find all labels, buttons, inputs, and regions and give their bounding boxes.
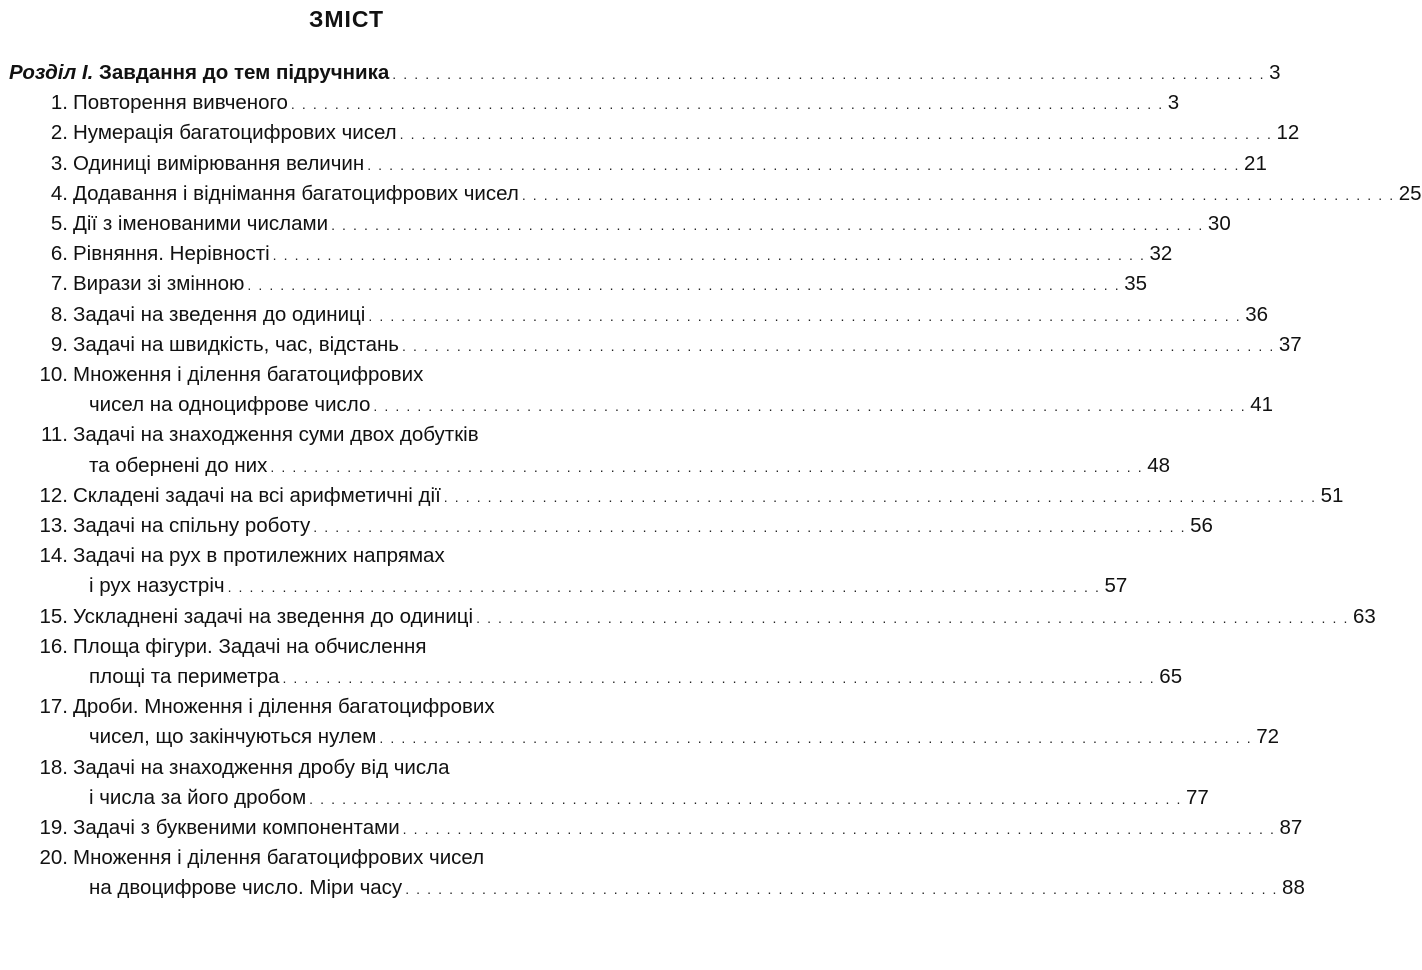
toc-entry-line (0, 783, 1209, 813)
toc-entry-line (0, 420, 693, 450)
entry-number: 6. (50, 242, 68, 266)
entry-number: 9. (50, 332, 68, 356)
toc-section-row (0, 58, 1281, 88)
entry-number: 7. (50, 272, 68, 296)
entry-title: Дії з іменованими числами (73, 212, 329, 235)
page-number: 37 (1278, 332, 1302, 356)
entry-title: на двоцифрове число. Міри часу (89, 876, 403, 900)
dot-leader: . . . . . . . . . . . . . . . . . . . . . . . . . . . . . . . . . . . . . . . . . . . . . . . . . . . . . . . . . . . . . . . . . . . . . . . . . . . . . . . . (402, 821, 1276, 837)
toc-entry-line (0, 753, 693, 783)
entry-title: Задачі на знаходження суми двох добутків (73, 423, 479, 447)
dot-leader: . . . . . . . . . . . . . . . . . . . . . . . . . . . . . . . . . . . . . . . . . . . . . . . . . . . . . . . . . . . . . . . . . . . . . . . . . . . . . . . . (476, 609, 1349, 626)
page-number: 30 (1207, 212, 1231, 235)
page-number: 87 (1279, 816, 1303, 839)
dot-leader: . . . . . . . . . . . . . . . . . . . . . . . . . . . . . . . . . . . . . . . . . . . . . . . . . . . . . . . . . . . . . . . . . . . . . . . . . . . . . . . . (367, 156, 1241, 173)
toc-entry-line (0, 239, 1173, 269)
entry-title: Задачі на спільну роботу (73, 514, 311, 537)
entry-number: 19. (39, 816, 68, 839)
dot-leader: . . . . . . . . . . . . . . . . . . . . . . . . . . . . . . . . . . . . . . . . . . . . . . . . . . . . . . . . . . . . . . . . . . . . . . . . . . . . . . . . (379, 730, 1253, 747)
toc-entry-line (0, 481, 1344, 511)
toc-entry-line (0, 300, 1269, 330)
entry-title: та обернені до них (89, 453, 268, 477)
entry-title: чисел, що закінчуються нулем (89, 725, 377, 749)
entry-title: Задачі на швидкість, час, відстань (73, 332, 399, 356)
toc-entry-line (0, 209, 1231, 239)
entry-title: Задачі на зведення до одиниці (73, 302, 366, 326)
entry-title: площі та периметра (89, 665, 280, 688)
entry-number: 4. (50, 181, 68, 205)
toc-entry-line (0, 873, 1305, 903)
entry-title: і рух назустріч (89, 574, 225, 598)
dot-leader: . . . . . . . . . . . . . . . . . . . . . . . . . . . . . . . . . . . . . . . . . . . . . . . . . . . . . . . . . . . . . . . . . . . . . . . . . . . . . . . . (313, 519, 1187, 535)
entry-number: 15. (39, 604, 68, 628)
page-number: 51 (1320, 483, 1344, 507)
toc-entry-line (0, 602, 1376, 632)
entry-title: Задачі на знаходження дробу від числа (73, 755, 450, 779)
toc-entry-line (0, 390, 1274, 420)
dot-leader: . . . . . . . . . . . . . . . . . . . . . . . . . . . . . . . . . . . . . . . . . . . . . . . . . . . . . . . . . . . . . . . . . . . . . . . . . . . . . . . . (368, 307, 1242, 324)
dot-leader: . . . . . . . . . . . . . . . . . . . . . . . . . . . . . . . . . . . . . . . . . . . . . . . . . . . . . . . . . . . . . . . . . . . . . . . . . . . . . . . . (401, 337, 1275, 354)
entry-number: 17. (39, 695, 68, 719)
toc-entry-line (0, 118, 1300, 148)
section-label: Завдання до тем підручника (99, 61, 390, 84)
page-number: 36 (1245, 302, 1269, 326)
toc-entry-line (0, 511, 1213, 541)
dot-leader: . . . . . . . . . . . . . . . . . . . . . . . . . . . . . . . . . . . . . . . . . . . . . . . . . . . . . . . . . . . . . . . . . . . . . . . . . . . . . . . . (373, 398, 1247, 415)
dot-leader: . . . . . . . . . . . . . . . . . . . . . . . . . . . . . . . . . . . . . . . . . . . . . . . . . . . . . . . . . . . . . . . . . . . . . . . . . . . . . . . . (521, 186, 1395, 203)
page-number: 48 (1147, 453, 1171, 477)
toc-entry-line (0, 149, 1267, 179)
entry-title: Задачі на рух в протилежних напрямах (73, 544, 445, 568)
entry-number: 12. (39, 483, 68, 507)
toc-entry-line (0, 451, 1171, 481)
entry-title: Множення і ділення багатоцифрових чисел (73, 846, 485, 870)
toc-entry-line (0, 88, 1180, 118)
entry-title: Площа фігури. Задачі на обчислення (73, 634, 427, 658)
toc-entry-line (0, 632, 693, 662)
entry-number: 18. (39, 755, 68, 779)
entry-number: 14. (39, 544, 68, 568)
toc-entry-line (0, 330, 1302, 360)
page-number: 57 (1104, 574, 1128, 598)
toc-entry-line (0, 692, 693, 722)
dot-leader: . . . . . . . . . . . . . . . . . . . . . . . . . . . . . . . . . . . . . . . . . . . . . . . . . . . . . . . . . . . . . . . . . . . . . . . . . . . . . . . . (443, 488, 1317, 505)
dot-leader: . . . . . . . . . . . . . . . . . . . . . . . . . . . . . . . . . . . . . . . . . . . . . . . . . . . . . . . . . . . . . . . . . . . . . . . . . . . . . . . . (392, 66, 1266, 82)
page-number: 3 (1167, 91, 1180, 115)
page-number: 65 (1159, 665, 1183, 688)
dot-leader: . . . . . . . . . . . . . . . . . . . . . . . . . . . . . . . . . . . . . . . . . . . . . . . . . . . . . . . . . . . . . . . . . . . . . . . . . . . . . . . . (331, 217, 1204, 233)
entry-number: 10. (39, 363, 68, 386)
page-number: 25 (1398, 181, 1422, 205)
entry-title: Дроби. Множення і ділення багатоцифрових (73, 695, 495, 719)
dot-leader: . . . . . . . . . . . . . . . . . . . . . . . . . . . . . . . . . . . . . . . . . . . . . . . . . . . . . . . . . . . . . . . . . . . . . . . . . . . . . . . . (272, 247, 1146, 264)
toc-entry-line (0, 722, 1280, 752)
entry-number: 16. (39, 634, 68, 658)
entry-number: 13. (39, 514, 68, 537)
entry-title: Нумерація багатоцифрових чисел (73, 121, 397, 145)
entry-number: 5. (50, 212, 68, 235)
entry-title: Вирази зі змінною (73, 272, 245, 296)
entry-number: 20. (39, 846, 68, 870)
entry-number: 3. (50, 151, 68, 175)
page-number: 88 (1282, 876, 1305, 900)
dot-leader: . . . . . . . . . . . . . . . . . . . . . . . . . . . . . . . . . . . . . . . . . . . . . . . . . . . . . . . . . . . . . . . . . . . . . . . . . . . . . . . . (405, 881, 1279, 898)
entry-title: Складені задачі на всі арифметичні дії (73, 483, 441, 507)
section-prefix: Розділ I. (9, 61, 94, 84)
toc-entry-line (0, 813, 1303, 843)
page-number: 12 (1276, 121, 1300, 145)
dot-leader: . . . . . . . . . . . . . . . . . . . . . . . . . . . . . . . . . . . . . . . . . . . . . . . . . . . . . . . . . . . . . . . . . . . . . . . . . . . . . . . . (290, 96, 1164, 113)
entry-number: 8. (50, 302, 68, 326)
toc-entry-line (0, 179, 1422, 209)
dot-leader: . . . . . . . . . . . . . . . . . . . . . . . . . . . . . . . . . . . . . . . . . . . . . . . . . . . . . . . . . . . . . . . . . . . . . . . . . . . . . . . . (247, 277, 1121, 294)
toc-entry-line (0, 662, 1183, 692)
page-number: 35 (1124, 272, 1148, 296)
toc-entry-line (0, 571, 1128, 601)
entry-title: Додавання і віднімання багатоцифрових чисел (73, 181, 519, 205)
entry-number: 1. (50, 91, 68, 115)
toc-entry-line (0, 541, 693, 571)
entry-number: 11. (41, 423, 68, 447)
entry-title: чисел на одноцифрове число (89, 393, 371, 417)
entry-title: і числа за його дробом (89, 785, 307, 809)
toc-entry-line (0, 843, 693, 873)
dot-leader: . . . . . . . . . . . . . . . . . . . . . . . . . . . . . . . . . . . . . . . . . . . . . . . . . . . . . . . . . . . . . . . . . . . . . . . . . . . . . . . . (270, 458, 1144, 475)
page-number: 72 (1256, 725, 1280, 749)
page-number: 41 (1250, 393, 1274, 417)
entry-title: Задачі з буквеними компонентами (73, 816, 400, 839)
entry-title: Множення і ділення багатоцифрових (73, 363, 424, 386)
dot-leader: . . . . . . . . . . . . . . . . . . . . . . . . . . . . . . . . . . . . . . . . . . . . . . . . . . . . . . . . . . . . . . . . . . . . . . . . . . . . . . . . (399, 126, 1273, 143)
dot-leader: . . . . . . . . . . . . . . . . . . . . . . . . . . . . . . . . . . . . . . . . . . . . . . . . . . . . . . . . . . . . . . . . . . . . . . . . . . . . . . . . (282, 670, 1156, 686)
page-number: 32 (1149, 242, 1173, 266)
dot-leader: . . . . . . . . . . . . . . . . . . . . . . . . . . . . . . . . . . . . . . . . . . . . . . . . . . . . . . . . . . . . . . . . . . . . . . . . . . . . . . . . (309, 790, 1183, 807)
dot-leader: . . . . . . . . . . . . . . . . . . . . . . . . . . . . . . . . . . . . . . . . . . . . . . . . . . . . . . . . . . . . . . . . . . . . . . . . . . . . . . . . (227, 579, 1101, 596)
entry-number: 2. (50, 121, 68, 145)
page-number: 21 (1244, 151, 1267, 175)
toc-entry-line (0, 269, 1148, 299)
page-number: 3 (1269, 61, 1281, 84)
entry-title: Одиниці вимірювання величин (73, 151, 365, 175)
page-title: ЗМІСТ (308, 6, 385, 32)
toc-entry-line (0, 360, 693, 390)
page-number: 63 (1352, 604, 1376, 628)
page-number: 56 (1190, 514, 1213, 537)
entry-title: Ускладнені задачі на зведення до одиниці (73, 604, 474, 628)
entry-title: Рівняння. Нерівності (73, 242, 270, 266)
page-number: 77 (1186, 785, 1209, 809)
entry-title: Повторення вивченого (73, 91, 288, 115)
